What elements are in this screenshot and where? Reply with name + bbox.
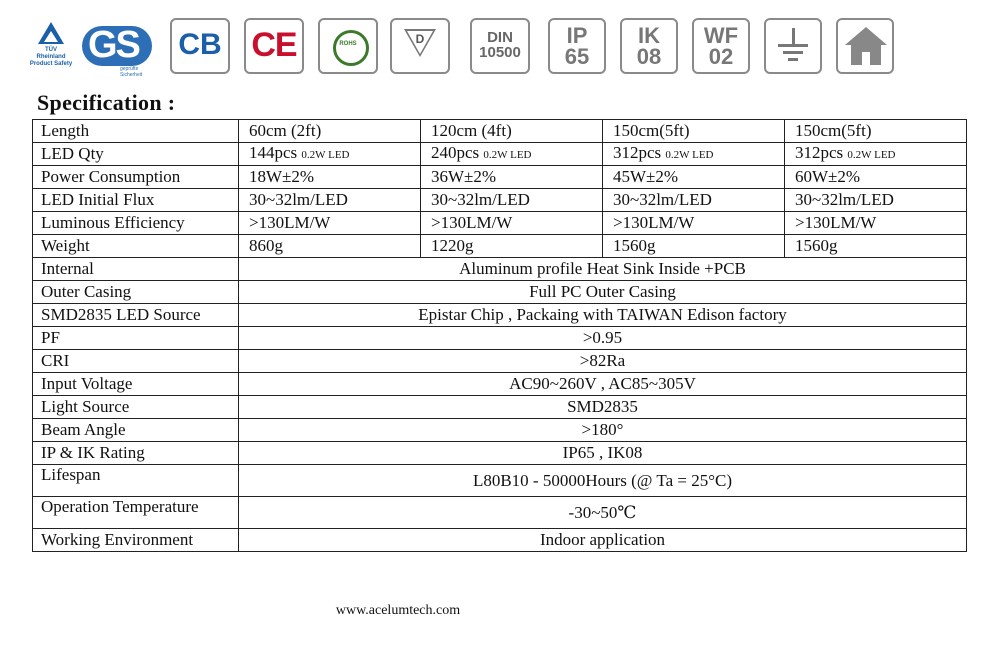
row-label: SMD2835 LED Source (33, 304, 239, 327)
page-title: Specification : (37, 90, 176, 115)
table-cell (421, 212, 603, 235)
table-row (33, 419, 967, 442)
table-row (33, 258, 967, 281)
row-label: Light Source (33, 396, 239, 419)
cell-value: 30~32lm/LED (795, 190, 894, 209)
ground-symbol-icon (764, 18, 822, 74)
row-label: Operation Temperature (33, 497, 239, 529)
table-cell (239, 212, 421, 235)
table-cell (421, 235, 603, 258)
table-cell (785, 166, 967, 189)
row-label: CRI (33, 350, 239, 373)
cell-value: 1560g (613, 236, 656, 255)
gs-logo: GS geprüfte Sicherheit (80, 22, 154, 74)
table-row (33, 212, 967, 235)
merged-cell-value: SMD2835 (239, 396, 967, 419)
table-row (33, 396, 967, 419)
table-cell (239, 120, 421, 143)
website-footer: www.acelumtech.com (335, 603, 461, 618)
cell-value: 150cm(5ft) (613, 121, 690, 140)
merged-cell-value: Aluminum profile Heat Sink Inside +PCB (239, 258, 967, 281)
row-label: LED Initial Flux (33, 189, 239, 212)
table-row (33, 497, 967, 529)
row-label: Weight (33, 235, 239, 258)
row-label: Beam Angle (33, 419, 239, 442)
cell-value: >130LM/W (613, 213, 695, 232)
table-cell (603, 166, 785, 189)
table-cell (603, 189, 785, 212)
table-cell (239, 189, 421, 212)
row-label: Input Voltage (33, 373, 239, 396)
cell-value: >130LM/W (795, 213, 877, 232)
ik08-logo: IK 08 (620, 18, 678, 74)
cell-value: 36W±2% (431, 167, 497, 186)
cb-logo: CB (170, 18, 230, 74)
table-cell (421, 120, 603, 143)
table-cell (239, 143, 421, 166)
table-row (33, 304, 967, 327)
cell-value: 240pcs (431, 143, 480, 162)
cell-value: 30~32lm/LED (613, 190, 712, 209)
merged-cell-value: >82Ra (239, 350, 967, 373)
cell-value: 150cm(5ft) (795, 121, 872, 140)
indoor-house-icon (836, 18, 894, 74)
table-row (33, 529, 967, 552)
table-cell (603, 143, 785, 166)
row-label: Internal (33, 258, 239, 281)
row-label: Lifespan (33, 465, 239, 497)
cell-value: 312pcs (613, 143, 662, 162)
din-10500-logo: DIN 10500 (470, 18, 530, 74)
table-cell (785, 235, 967, 258)
row-label: Working Environment (33, 529, 239, 552)
cell-value: >130LM/W (431, 213, 513, 232)
table-row (33, 235, 967, 258)
rohs-logo: ROHS (318, 18, 378, 74)
certification-logos (0, 18, 998, 78)
merged-cell-value: AC90~260V , AC85~305V (239, 373, 967, 396)
table-cell (421, 143, 603, 166)
cell-value: 120cm (4ft) (431, 121, 512, 140)
tuv-rheinland-logo: TÜV Rheinland Product Safety (22, 22, 80, 74)
cell-value: 30~32lm/LED (431, 190, 530, 209)
table-row (33, 281, 967, 304)
table-row (33, 442, 967, 465)
table-row (33, 373, 967, 396)
cell-value: 18W±2% (249, 167, 315, 186)
cell-suffix: 0.2W LED (665, 149, 714, 161)
merged-cell-value: >180° (239, 419, 967, 442)
merged-cell-value: >0.95 (239, 327, 967, 350)
table-cell (603, 212, 785, 235)
cell-value: 1220g (431, 236, 474, 255)
merged-cell-value: -30~50℃ (239, 497, 967, 529)
table-cell (239, 235, 421, 258)
table-cell (785, 143, 967, 166)
table-row (33, 143, 967, 166)
row-label: Outer Casing (33, 281, 239, 304)
table-cell (239, 166, 421, 189)
cell-suffix: 0.2W LED (847, 149, 896, 161)
cell-value: 312pcs (795, 143, 844, 162)
row-label: Luminous Efficiency (33, 212, 239, 235)
table-row (33, 120, 967, 143)
table-row (33, 166, 967, 189)
merged-cell-value: IP65 , IK08 (239, 442, 967, 465)
ce-logo: CE (244, 18, 304, 74)
row-label: PF (33, 327, 239, 350)
cell-value: 45W±2% (613, 167, 679, 186)
cell-value: 60cm (2ft) (249, 121, 322, 140)
merged-cell-value: Full PC Outer Casing (239, 281, 967, 304)
cell-value: 1560g (795, 236, 838, 255)
row-label: Length (33, 120, 239, 143)
merged-cell-value: L80B10 - 50000Hours (@ Ta = 25°C) (239, 465, 967, 497)
table-row (33, 465, 967, 497)
cell-value: 144pcs (249, 143, 298, 162)
cell-value: 30~32lm/LED (249, 190, 348, 209)
table-row (33, 189, 967, 212)
cell-suffix: 0.2W LED (301, 149, 350, 161)
ip65-logo: IP 65 (548, 18, 606, 74)
table-row (33, 327, 967, 350)
row-label: LED Qty (33, 143, 239, 166)
d-mark-logo: D (390, 18, 450, 74)
cell-value: 860g (249, 236, 283, 255)
table-cell (785, 212, 967, 235)
table-cell (785, 189, 967, 212)
cell-suffix: 0.2W LED (483, 149, 532, 161)
table-cell (421, 189, 603, 212)
table-row (33, 350, 967, 373)
table-cell (421, 166, 603, 189)
cell-value: >130LM/W (249, 213, 331, 232)
table-cell (603, 235, 785, 258)
merged-cell-value: Indoor application (239, 529, 967, 552)
merged-cell-value: Epistar Chip , Packaing with TAIWAN Edison factory (239, 304, 967, 327)
table-cell (785, 120, 967, 143)
row-label: Power Consumption (33, 166, 239, 189)
row-label: IP & IK Rating (33, 442, 239, 465)
specification-table (32, 119, 967, 552)
cell-value: 60W±2% (795, 167, 861, 186)
wf02-logo: WF 02 (692, 18, 750, 74)
table-cell (603, 120, 785, 143)
